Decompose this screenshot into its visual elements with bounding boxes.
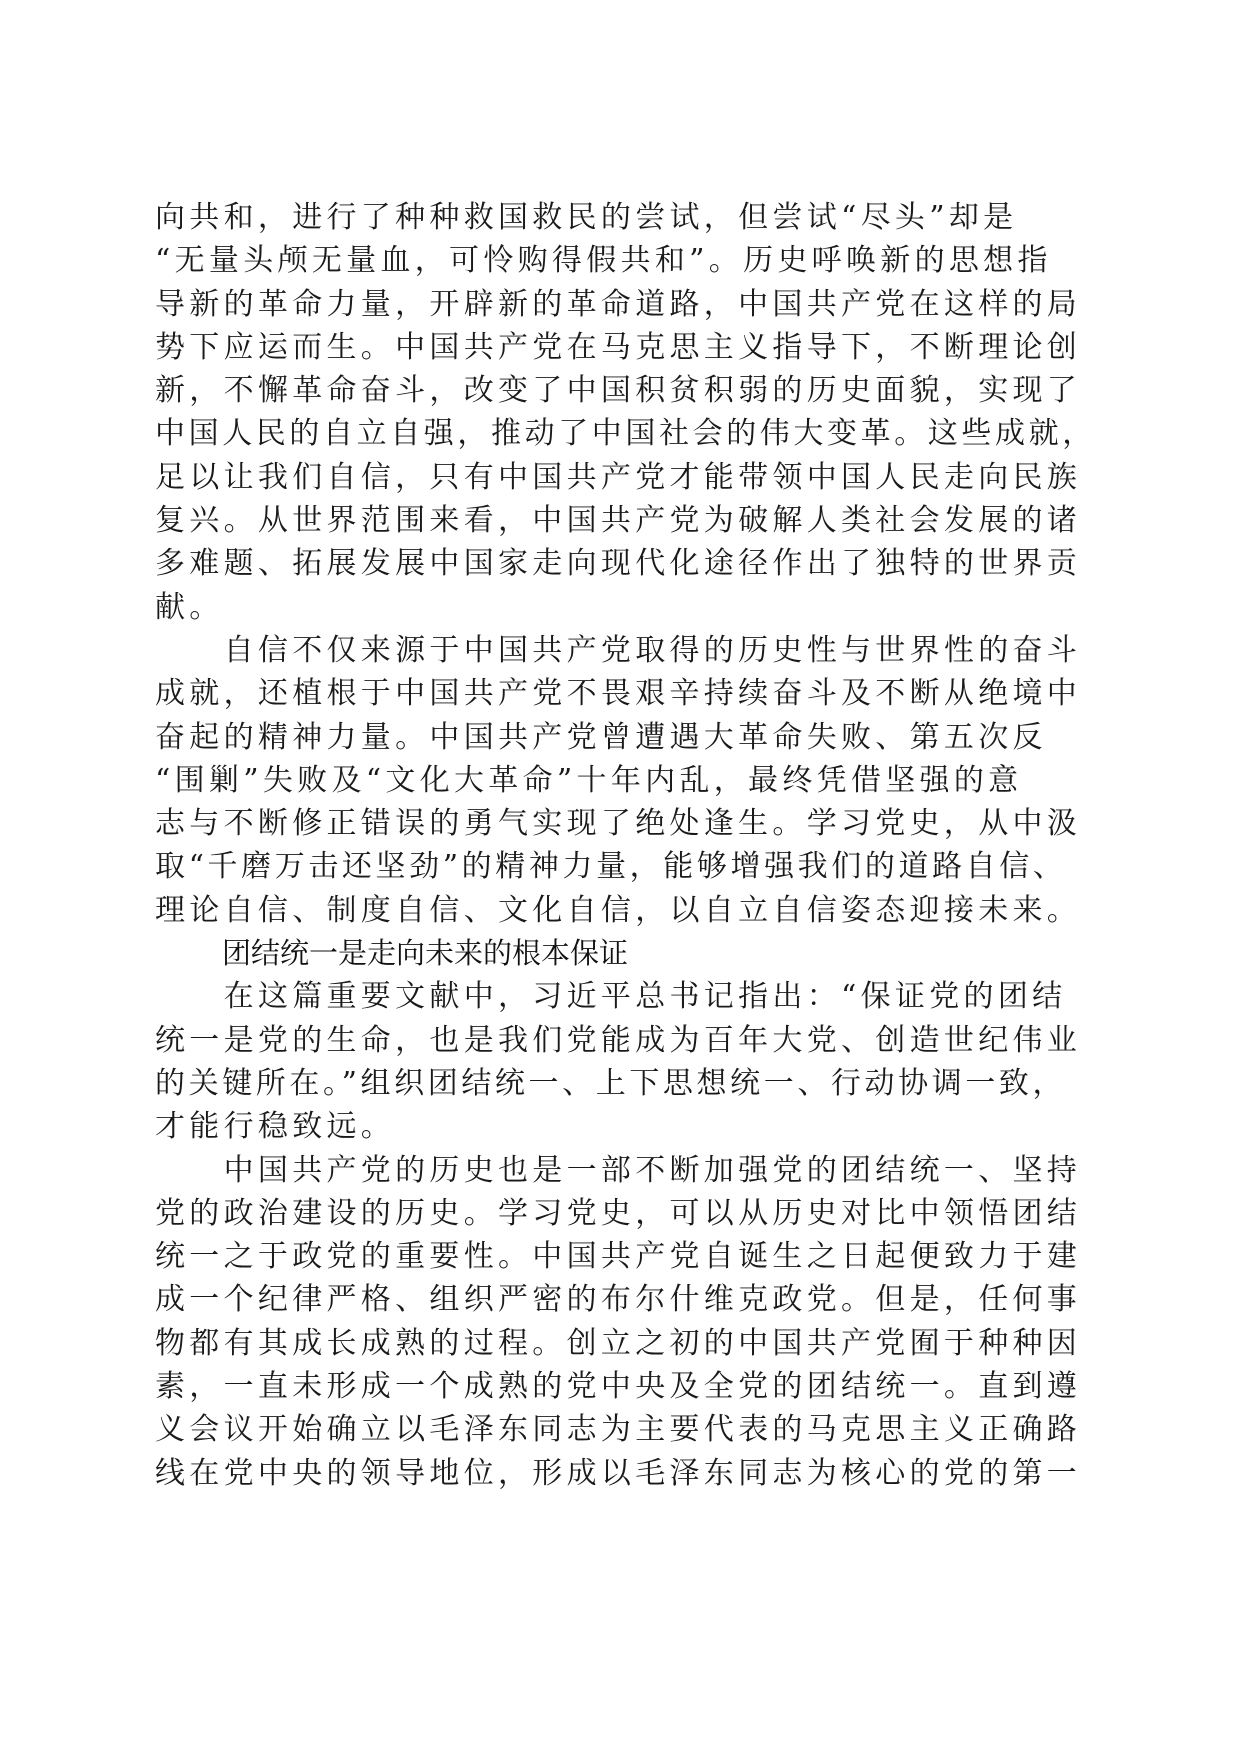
text-line: 素，一直未形成一个成熟的党中央及全党的团结统一。直到遵	[155, 1369, 1082, 1405]
text-line: 导新的革命力量，开辟新的革命道路，中国共产党在这样的局	[155, 286, 1082, 322]
text-line: 才能行稳致远。	[155, 1109, 396, 1145]
text-line: 取“千磨万击还坚劲”的精神力量，能够增强我们的道路自信、	[155, 849, 1067, 885]
text-line: 统一之于政党的重要性。中国共产党自诞生之日起便致力于建	[155, 1239, 1082, 1275]
text-line: 中国人民的自立自强，推动了中国社会的伟大变革。这些成就，	[155, 416, 1096, 452]
text-line: 奋起的精神力量。中国共产党曾遭遇大革命失败、第五次反	[155, 719, 1047, 755]
paragraph-start-line: 中国共产党的历史也是一部不断加强党的团结统一、坚持	[155, 1152, 1082, 1188]
paragraph-start-line: 自信不仅来源于中国共产党取得的历史性与世界性的奋斗	[155, 632, 1082, 668]
document-body	[155, 196, 1096, 1495]
section-heading: 团结统一是走向未来的根本保证	[222, 936, 629, 971]
text-line: 理论自信、制度自信、文化自信，以自立自信姿态迎接未来。	[155, 892, 1082, 928]
text-line: “无量头颅无量血，可怜购得假共和”。历史呼唤新的思想指	[155, 243, 1052, 279]
text-line: 复兴。从世界范围来看，中国共产党为破解人类社会发展的诸	[155, 503, 1082, 539]
text-line: 统一是党的生命，也是我们党能成为百年大党、创造世纪伟业	[155, 1022, 1082, 1058]
text-line: 的关键所在。”组织团结统一、上下思想统一、行动协调一致，	[155, 1065, 1067, 1101]
text-line: 足以让我们自信，只有中国共产党才能带领中国人民走向民族	[155, 459, 1082, 495]
paragraph-start-line: 在这篇重要文献中，习近平总书记指出：“保证党的团结	[155, 979, 1067, 1015]
text-line: “围剿”失败及“文化大革命”十年内乱，最终凭借坚强的意	[155, 762, 1023, 798]
text-line: 献。	[155, 589, 224, 625]
text-line: 党的政治建设的历史。学习党史，可以从历史对比中领悟团结	[155, 1195, 1082, 1231]
text-line: 义会议开始确立以毛泽东同志为主要代表的马克思主义正确路	[155, 1412, 1082, 1448]
text-line: 向共和，进行了种种救国救民的尝试，但尝试“尽头”却是	[155, 200, 1018, 235]
text-line: 多难题、拓展发展中国家走向现代化途径作出了独特的世界贡	[155, 546, 1082, 582]
text-line: 新，不懈革命奋斗，改变了中国积贫积弱的历史面貌，实现了	[155, 373, 1082, 409]
text-line: 成就，还植根于中国共产党不畏艰辛持续奋斗及不断从绝境中	[155, 676, 1082, 712]
text-line: 成一个纪律严格、组织严密的布尔什维克政党。但是，任何事	[155, 1282, 1082, 1318]
text-line: 势下应运而生。中国共产党在马克思主义指导下，不断理论创	[155, 329, 1082, 365]
text-line: 物都有其成长成熟的过程。创立之初的中国共产党囿于种种因	[155, 1325, 1082, 1361]
text-line: 线在党中央的领导地位，形成以毛泽东同志为核心的党的第一	[155, 1455, 1082, 1491]
text-line: 志与不断修正错误的勇气实现了绝处逢生。学习党史，从中汲	[155, 806, 1082, 842]
